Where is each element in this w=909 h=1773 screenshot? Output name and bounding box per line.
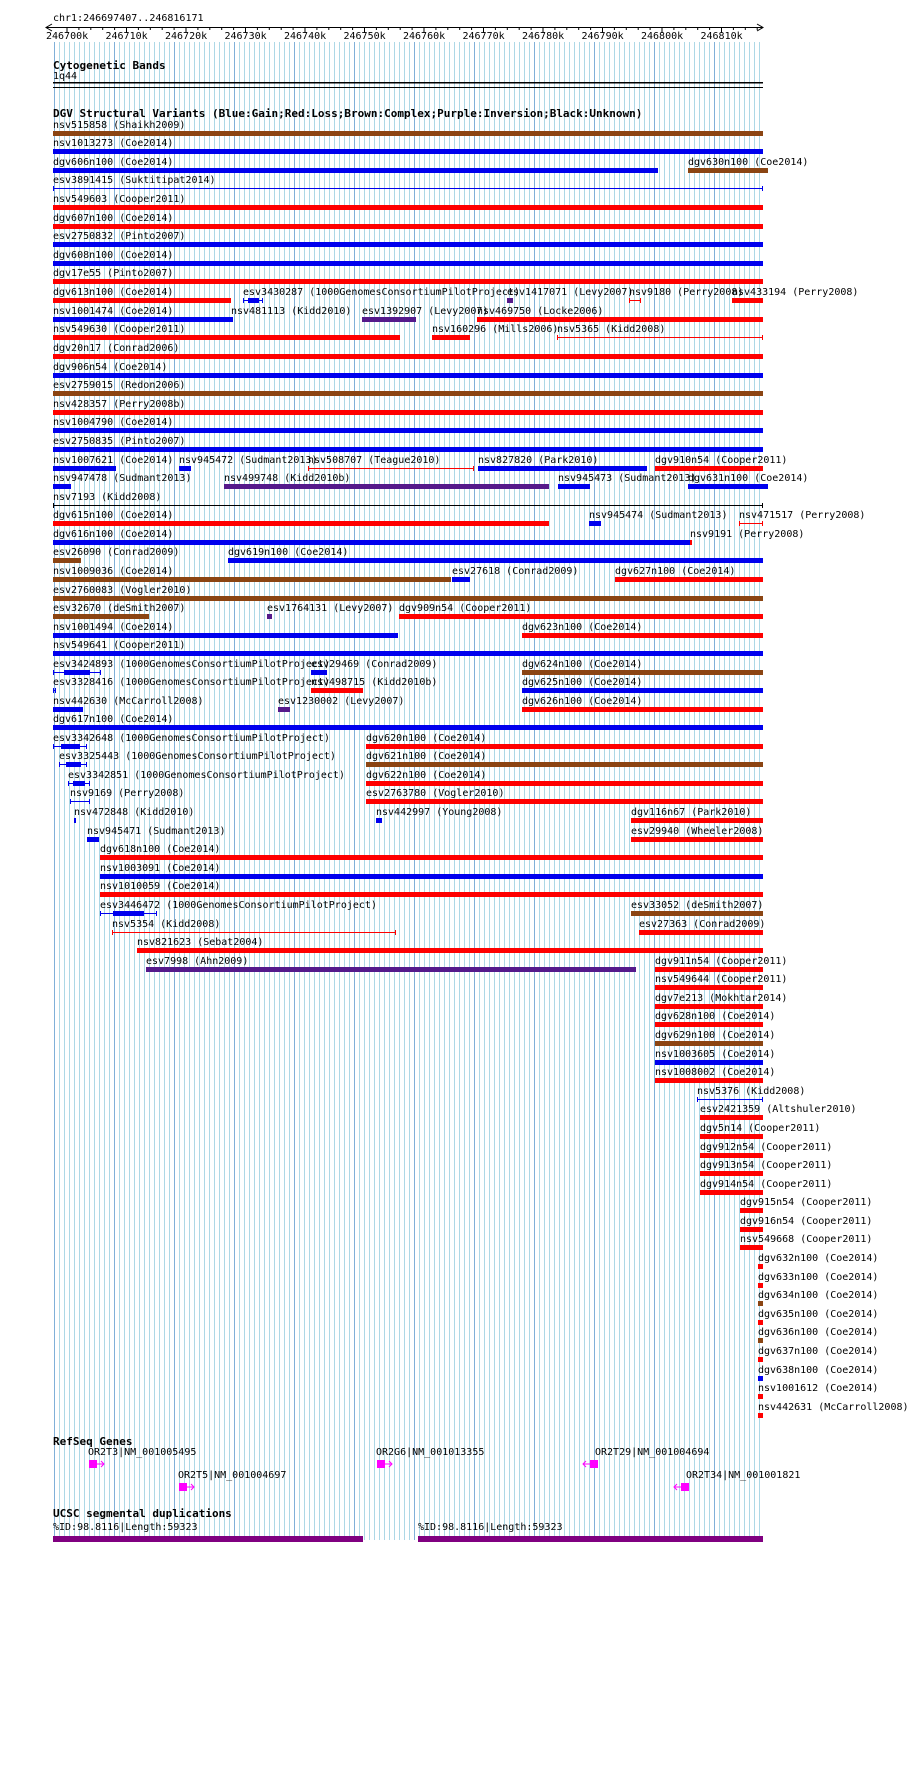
variant-bar xyxy=(688,168,768,173)
variant-bar xyxy=(53,149,763,154)
variant-bar xyxy=(655,1004,763,1009)
variant-bar xyxy=(53,484,71,489)
variant-bar xyxy=(758,1394,763,1399)
variant-label[interactable]: esv7998 (Ahn2009) xyxy=(146,956,249,967)
variant-label[interactable]: nsv945474 (Sudmant2013) xyxy=(589,510,728,521)
gene-label[interactable]: OR2T5|NM_001004697 xyxy=(178,1470,287,1481)
segdup-bar xyxy=(418,1536,763,1542)
variant-core-block xyxy=(64,670,90,675)
segdup-track-title[interactable]: UCSC segmental duplications xyxy=(53,1507,232,1520)
variant-bar xyxy=(700,1115,763,1120)
variant-core-block xyxy=(73,781,85,786)
variant-end-tick xyxy=(308,466,309,471)
variant-bar xyxy=(53,614,149,619)
variant-label[interactable]: nsv498715 (Kidd2010b) xyxy=(311,677,438,688)
variant-bar xyxy=(758,1357,763,1362)
variant-label[interactable]: dgv616n100 (Coe2014) xyxy=(53,529,174,540)
variant-bar xyxy=(700,1134,763,1139)
variant-end-tick xyxy=(473,466,474,471)
variant-label[interactable]: nsv1001612 (Coe2014) xyxy=(758,1383,879,1394)
variant-label[interactable]: dgv615n100 (Coe2014) xyxy=(53,510,174,521)
segdup-label[interactable]: %ID:98.8116|Length:59323 xyxy=(418,1522,563,1533)
variant-bar xyxy=(477,317,763,322)
gene-exon xyxy=(179,1483,187,1491)
variant-label[interactable]: dgv913n54 (Cooper2011) xyxy=(700,1160,833,1171)
variant-label[interactable]: nsv9180 (Perry2008) xyxy=(629,287,744,298)
variant-label[interactable]: dgv906n54 (Coe2014) xyxy=(53,362,168,373)
variant-label[interactable]: nsv1008002 (Coe2014) xyxy=(655,1067,776,1078)
variant-bar xyxy=(53,577,451,582)
ruler-tick-label: 246730k xyxy=(224,31,267,42)
variant-label[interactable]: dgv635n100 (Coe2014) xyxy=(758,1309,879,1320)
variant-bar xyxy=(53,205,763,210)
variant-bar xyxy=(740,1227,763,1232)
variant-label[interactable]: dgv912n54 (Cooper2011) xyxy=(700,1142,833,1153)
variant-label[interactable]: dgv630n100 (Coe2014) xyxy=(688,157,809,168)
variant-label[interactable]: esv3446472 (1000GenomesConsortiumPilotProject) xyxy=(100,900,377,911)
variant-bar xyxy=(366,744,763,749)
variant-label[interactable]: nsv549630 (Cooper2011) xyxy=(53,324,186,335)
variant-bar xyxy=(639,930,763,935)
variant-end-tick xyxy=(100,670,101,675)
variant-bar xyxy=(507,298,513,303)
variant-bar xyxy=(53,354,763,359)
variant-core-block xyxy=(66,762,81,767)
variant-label[interactable]: nsv442630 (McCarroll2008) xyxy=(53,696,204,707)
variant-label[interactable]: nsv1003605 (Coe2014) xyxy=(655,1049,776,1060)
variant-end-tick xyxy=(762,521,763,526)
gene-exon xyxy=(89,1460,97,1468)
variant-label[interactable]: dgv914n54 (Cooper2011) xyxy=(700,1179,833,1190)
variant-label[interactable]: nsv508707 (Teague2010) xyxy=(308,455,441,466)
variant-label[interactable]: nsv1004790 (Coe2014) xyxy=(53,417,174,428)
variant-label[interactable]: dgv620n100 (Coe2014) xyxy=(366,733,487,744)
variant-end-tick xyxy=(739,521,740,526)
variant-label[interactable]: nsv515858 (Shaikh2009) xyxy=(53,120,186,131)
variant-thin-line xyxy=(629,300,641,301)
variant-end-tick xyxy=(55,688,56,693)
variant-label[interactable]: dgv909n54 (Cooper2011) xyxy=(399,603,532,614)
variant-end-tick xyxy=(762,186,763,191)
variant-bar xyxy=(558,484,590,489)
variant-label[interactable]: esv1392907 (Levy2007) xyxy=(362,306,489,317)
variant-label[interactable]: esv29940 (Wheeler2008) xyxy=(631,826,764,837)
variant-label[interactable]: esv3891415 (Suktitipat2014) xyxy=(53,175,216,186)
variant-bar xyxy=(267,614,272,619)
variant-bar xyxy=(366,762,763,767)
variant-bar xyxy=(452,577,470,582)
variant-end-tick xyxy=(53,670,54,675)
variant-label[interactable]: nsv947478 (Sudmant2013) xyxy=(53,473,192,484)
variant-bar xyxy=(740,1245,763,1250)
variant-bar xyxy=(53,261,763,266)
variant-end-tick xyxy=(86,762,87,767)
dgv-track-title[interactable]: DGV Structural Variants (Blue:Gain;Red:Loss;Brown:Complex;Purple:Inversion;Black:Unknown) xyxy=(53,107,643,120)
variant-bar xyxy=(655,466,763,471)
variant-bar xyxy=(655,1060,763,1065)
gene-exon xyxy=(590,1460,598,1468)
ruler-tick-label: 246780k xyxy=(522,31,565,42)
variant-end-tick xyxy=(762,1097,763,1102)
variant-label[interactable]: esv33052 (deSmith2007) xyxy=(631,900,764,911)
variant-thin-line xyxy=(557,337,763,338)
variant-label[interactable]: dgv7e213 (Mokhtar2014) xyxy=(655,993,788,1004)
variant-label[interactable]: nsv1001494 (Coe2014) xyxy=(53,622,174,633)
variant-thin-line xyxy=(739,523,763,524)
variant-label[interactable]: nsv1007621 (Coe2014) xyxy=(53,455,174,466)
variant-label[interactable]: nsv472848 (Kidd2010) xyxy=(74,807,195,818)
variant-end-tick xyxy=(156,911,157,916)
variant-bar xyxy=(53,707,83,712)
variant-end-tick xyxy=(89,799,90,804)
variant-label[interactable]: nsv1010059 (Coe2014) xyxy=(100,881,221,892)
variant-end-tick xyxy=(59,762,60,767)
variant-bar xyxy=(615,577,763,582)
segdup-bar xyxy=(53,1536,363,1542)
variant-bar xyxy=(53,725,763,730)
variant-bar xyxy=(631,818,763,823)
variant-label[interactable]: dgv608n100 (Coe2014) xyxy=(53,250,174,261)
variant-bar xyxy=(655,967,763,972)
variant-label[interactable]: esv2760083 (Vogler2010) xyxy=(53,585,192,596)
variant-label[interactable]: nsv549644 (Cooper2011) xyxy=(655,974,788,985)
variant-bar xyxy=(100,874,763,879)
variant-label[interactable]: esv27618 (Conrad2009) xyxy=(452,566,579,577)
variant-end-tick xyxy=(70,799,71,804)
variant-thin-line xyxy=(53,188,763,189)
variant-label[interactable]: dgv619n100 (Coe2014) xyxy=(228,547,349,558)
variant-bar xyxy=(228,558,763,563)
variant-bar xyxy=(53,521,549,526)
variant-label[interactable]: esv3342851 (1000GenomesConsortiumPilotProject) xyxy=(68,770,345,781)
variant-bar xyxy=(655,1022,763,1027)
variant-label[interactable]: nsv945472 (Sudmant2013) xyxy=(179,455,318,466)
variant-end-tick xyxy=(53,186,54,191)
variant-bar xyxy=(732,298,763,303)
variant-bar xyxy=(179,466,191,471)
variant-label[interactable]: dgv632n100 (Coe2014) xyxy=(758,1253,879,1264)
variant-end-tick xyxy=(53,503,54,508)
variant-label[interactable]: nsv1001474 (Coe2014) xyxy=(53,306,174,317)
variant-label[interactable]: esv1417071 (Levy2007) xyxy=(507,287,634,298)
gene-exon xyxy=(681,1483,689,1491)
variant-label[interactable]: dgv628n100 (Coe2014) xyxy=(655,1011,776,1022)
variant-bar xyxy=(362,317,416,322)
gene-label[interactable]: OR2T3|NM_001005495 xyxy=(88,1447,197,1458)
variant-label[interactable]: dgv624n100 (Coe2014) xyxy=(522,659,643,670)
variant-label[interactable]: dgv618n100 (Coe2014) xyxy=(100,844,221,855)
variant-bar xyxy=(53,410,763,415)
variant-label[interactable]: nsv9191 (Perry2008) xyxy=(690,529,805,540)
location-label: chr1:246697407..246816171 xyxy=(53,13,204,24)
variant-label[interactable]: dgv116n67 (Park2010) xyxy=(631,807,752,818)
variant-bar xyxy=(758,1301,763,1306)
variant-core-block xyxy=(61,744,80,749)
variant-label[interactable]: esv2759015 (Redon2006) xyxy=(53,380,186,391)
segdup-label[interactable]: %ID:98.8116|Length:59323 xyxy=(53,1522,198,1533)
variant-bar xyxy=(700,1190,763,1195)
variant-bar xyxy=(758,1376,763,1381)
variant-end-tick xyxy=(53,688,54,693)
variant-label[interactable]: nsv549668 (Cooper2011) xyxy=(740,1234,873,1245)
variant-label[interactable]: nsv442997 (Young2008) xyxy=(376,807,503,818)
variant-bar xyxy=(53,168,658,173)
ruler-tick-label: 246800k xyxy=(641,31,684,42)
variant-label[interactable]: nsv160296 (Mills2006) xyxy=(432,324,559,335)
variant-label[interactable]: dgv621n100 (Coe2014) xyxy=(366,751,487,762)
variant-bar xyxy=(758,1283,763,1288)
variant-bar xyxy=(53,279,763,284)
variant-bar xyxy=(100,892,763,897)
variant-label[interactable]: dgv5n14 (Cooper2011) xyxy=(700,1123,821,1134)
variant-bar xyxy=(53,391,763,396)
variant-end-tick xyxy=(629,298,630,303)
variant-bar xyxy=(522,688,763,693)
variant-end-tick xyxy=(232,317,233,322)
variant-label[interactable]: esv3328416 (1000GenomesConsortiumPilotProject) xyxy=(53,677,330,688)
gene-label[interactable]: OR2T34|NM_001001821 xyxy=(686,1470,801,1481)
ruler-tick-label: 246700k xyxy=(46,31,89,42)
ruler-tick-label: 246720k xyxy=(165,31,208,42)
variant-bar xyxy=(311,688,363,693)
gene-label[interactable]: OR2G6|NM_001013355 xyxy=(376,1447,485,1458)
variant-thin-line xyxy=(70,801,90,802)
variant-end-tick xyxy=(100,911,101,916)
variant-end-tick xyxy=(89,781,90,786)
variant-label[interactable]: dgv623n100 (Coe2014) xyxy=(522,622,643,633)
variant-bar xyxy=(53,242,763,247)
refseq-track-title[interactable]: RefSeq Genes xyxy=(53,1435,133,1448)
variant-bar xyxy=(522,633,763,638)
variant-label[interactable]: nsv499748 (Kidd2010b) xyxy=(224,473,351,484)
variant-bar xyxy=(53,335,400,340)
variant-bar xyxy=(366,799,763,804)
variant-label[interactable]: esv27363 (Conrad2009) xyxy=(639,919,766,930)
variant-bar xyxy=(758,1264,763,1269)
variant-label[interactable]: dgv607n100 (Coe2014) xyxy=(53,213,174,224)
variant-label[interactable]: esv2763780 (Vogler2010) xyxy=(366,788,505,799)
variant-bar xyxy=(478,466,647,471)
variant-label[interactable]: dgv638n100 (Coe2014) xyxy=(758,1365,879,1376)
variant-label[interactable]: esv2421359 (Altshuler2010) xyxy=(700,1104,857,1115)
variant-core-block xyxy=(248,298,259,303)
variant-bar xyxy=(700,1171,763,1176)
variant-bar xyxy=(53,633,398,638)
ruler-tick-label: 246790k xyxy=(581,31,624,42)
variant-label[interactable]: dgv910n54 (Cooper2011) xyxy=(655,455,788,466)
variant-end-tick xyxy=(640,298,641,303)
variant-label[interactable]: nsv469750 (Locke2006) xyxy=(477,306,604,317)
variant-bar xyxy=(53,298,231,303)
variant-end-tick xyxy=(262,298,263,303)
variant-core-block xyxy=(113,911,144,916)
variant-label[interactable]: nsv428357 (Perry2008b) xyxy=(53,399,186,410)
variant-label[interactable]: esv3424893 (1000GenomesConsortiumPilotProject) xyxy=(53,659,330,670)
variant-bar xyxy=(53,447,763,452)
variant-bar xyxy=(399,614,763,619)
variant-end-tick xyxy=(690,540,691,545)
variant-bar xyxy=(53,131,763,136)
variant-label[interactable]: nsv827820 (Park2010) xyxy=(478,455,599,466)
variant-label[interactable]: nsv1013273 (Coe2014) xyxy=(53,138,174,149)
variant-label[interactable]: esv1230002 (Levy2007) xyxy=(278,696,405,707)
variant-end-tick xyxy=(86,744,87,749)
cytoband-border xyxy=(53,87,763,88)
variant-label[interactable]: dgv626n100 (Coe2014) xyxy=(522,696,643,707)
variant-label[interactable]: dgv636n100 (Coe2014) xyxy=(758,1327,879,1338)
variant-label[interactable]: dgv915n54 (Cooper2011) xyxy=(740,1197,873,1208)
variant-bar xyxy=(631,911,763,916)
variant-label[interactable]: nsv9169 (Perry2008) xyxy=(70,788,185,799)
variant-end-tick xyxy=(762,335,763,340)
variant-label[interactable]: dgv625n100 (Coe2014) xyxy=(522,677,643,688)
ruler-tick-label: 246740k xyxy=(284,31,327,42)
variant-label[interactable]: nsv5365 (Kidd2008) xyxy=(557,324,666,335)
variant-label[interactable]: nsv5354 (Kidd2008) xyxy=(112,919,221,930)
variant-label[interactable]: nsv471517 (Perry2008) xyxy=(739,510,866,521)
variant-label[interactable]: nsv945471 (Sudmant2013) xyxy=(87,826,226,837)
variant-bar xyxy=(655,1078,763,1083)
variant-label[interactable]: nsv549603 (Cooper2011) xyxy=(53,194,186,205)
ruler-tick-label: 246710k xyxy=(105,31,148,42)
variant-end-tick xyxy=(112,930,113,935)
gene-label[interactable]: OR2T29|NM_001004694 xyxy=(595,1447,710,1458)
ruler-tick-label: 246750k xyxy=(343,31,386,42)
variant-label[interactable]: esv3430287 (1000GenomesConsortiumPilotProject) xyxy=(243,287,520,298)
variant-bar xyxy=(53,540,690,545)
variant-label[interactable]: dgv634n100 (Coe2014) xyxy=(758,1290,879,1301)
variant-label[interactable]: nsv442631 (McCarroll2008) xyxy=(758,1402,909,1413)
variant-bar xyxy=(87,837,99,842)
variant-label[interactable]: esv26090 (Conrad2009) xyxy=(53,547,180,558)
gene-exon xyxy=(377,1460,385,1468)
variant-bar xyxy=(53,596,763,601)
variant-bar xyxy=(224,484,549,489)
variant-bar xyxy=(522,707,763,712)
variant-label[interactable]: dgv637n100 (Coe2014) xyxy=(758,1346,879,1357)
variant-label[interactable]: nsv1003091 (Coe2014) xyxy=(100,863,221,874)
variant-bar xyxy=(53,558,81,563)
variant-bar xyxy=(137,948,763,953)
variant-label[interactable]: dgv911n54 (Cooper2011) xyxy=(655,956,788,967)
variant-label[interactable]: dgv627n100 (Coe2014) xyxy=(615,566,736,577)
variant-label[interactable]: esv2750832 (Pinto2007) xyxy=(53,231,186,242)
variant-end-tick xyxy=(697,1097,698,1102)
variant-bar xyxy=(311,670,327,675)
variant-thin-line xyxy=(308,468,474,469)
variant-end-tick xyxy=(68,781,69,786)
variant-label[interactable]: esv29469 (Conrad2009) xyxy=(311,659,438,670)
variant-bar xyxy=(53,373,763,378)
variant-end-tick xyxy=(75,818,76,823)
variant-bar xyxy=(655,985,763,990)
variant-bar xyxy=(53,651,763,656)
variant-label[interactable]: nsv1009036 (Coe2014) xyxy=(53,566,174,577)
variant-label[interactable]: dgv613n100 (Coe2014) xyxy=(53,287,174,298)
variant-bar xyxy=(758,1413,763,1418)
variant-label[interactable]: dgv606n100 (Coe2014) xyxy=(53,157,174,168)
variant-thin-line xyxy=(697,1099,763,1100)
variant-label[interactable]: dgv633n100 (Coe2014) xyxy=(758,1272,879,1283)
variant-bar xyxy=(376,818,382,823)
variant-label[interactable]: nsv481113 (Kidd2010) xyxy=(231,306,352,317)
variant-label[interactable]: dgv617n100 (Coe2014) xyxy=(53,714,174,725)
variant-label[interactable]: esv1764131 (Levy2007) xyxy=(267,603,394,614)
variant-bar xyxy=(53,466,116,471)
variant-bar xyxy=(522,670,763,675)
variant-label[interactable]: dgv916n54 (Cooper2011) xyxy=(740,1216,873,1227)
variant-label[interactable]: dgv629n100 (Coe2014) xyxy=(655,1030,776,1041)
variant-bar xyxy=(146,967,636,972)
variant-end-tick xyxy=(395,930,396,935)
variant-bar xyxy=(432,335,470,340)
variant-bar xyxy=(53,428,763,433)
cytoband-ideogram xyxy=(53,82,763,84)
variant-thin-line xyxy=(112,932,396,933)
variant-label[interactable]: dgv17e55 (Pinto2007) xyxy=(53,268,174,279)
variant-label[interactable]: nsv5376 (Kidd2008) xyxy=(697,1086,806,1097)
variant-label[interactable]: esv3342648 (1000GenomesConsortiumPilotProject) xyxy=(53,733,330,744)
variant-end-tick xyxy=(691,540,692,545)
variant-bar xyxy=(700,1153,763,1158)
ruler-tick-label: 246760k xyxy=(403,31,446,42)
ruler-tick-label: 246770k xyxy=(462,31,505,42)
variant-end-tick xyxy=(557,335,558,340)
variant-bar xyxy=(589,521,601,526)
variant-label[interactable]: dgv631n100 (Coe2014) xyxy=(688,473,809,484)
variant-end-tick xyxy=(243,298,244,303)
variant-label[interactable]: esv2750835 (Pinto2007) xyxy=(53,436,186,447)
variant-bar xyxy=(278,707,290,712)
variant-label[interactable]: dgv20n17 (Conrad2006) xyxy=(53,343,180,354)
variant-thin-line xyxy=(53,505,763,506)
variant-end-tick xyxy=(74,818,75,823)
cytoband-track-title[interactable]: Cytogenetic Bands xyxy=(53,59,166,72)
variant-bar xyxy=(53,317,231,322)
ruler-tick-label: 246810k xyxy=(700,31,743,42)
variant-bar xyxy=(53,224,763,229)
variant-label[interactable]: nsv821623 (Sebat2004) xyxy=(137,937,264,948)
variant-bar xyxy=(100,855,763,860)
variant-bar xyxy=(366,781,763,786)
variant-label[interactable]: nsv7193 (Kidd2008) xyxy=(53,492,162,503)
variant-label[interactable]: nsv549641 (Cooper2011) xyxy=(53,640,186,651)
variant-bar xyxy=(655,1041,763,1046)
variant-label[interactable]: esv3325443 (1000GenomesConsortiumPilotProject) xyxy=(59,751,336,762)
variant-end-tick xyxy=(231,317,232,322)
variant-bar xyxy=(631,837,763,842)
variant-bar xyxy=(758,1338,763,1343)
variant-bar xyxy=(688,484,768,489)
variant-label[interactable]: nsv433194 (Perry2008) xyxy=(732,287,859,298)
variant-label[interactable]: dgv622n100 (Coe2014) xyxy=(366,770,487,781)
variant-bar xyxy=(758,1320,763,1325)
cytoband-label: 1q44 xyxy=(53,71,78,82)
variant-end-tick xyxy=(53,744,54,749)
variant-end-tick xyxy=(762,503,763,508)
variant-label[interactable]: esv32670 (deSmith2007) xyxy=(53,603,186,614)
variant-label[interactable]: nsv945473 (Sudmant2013) xyxy=(558,473,697,484)
variant-bar xyxy=(740,1208,763,1213)
